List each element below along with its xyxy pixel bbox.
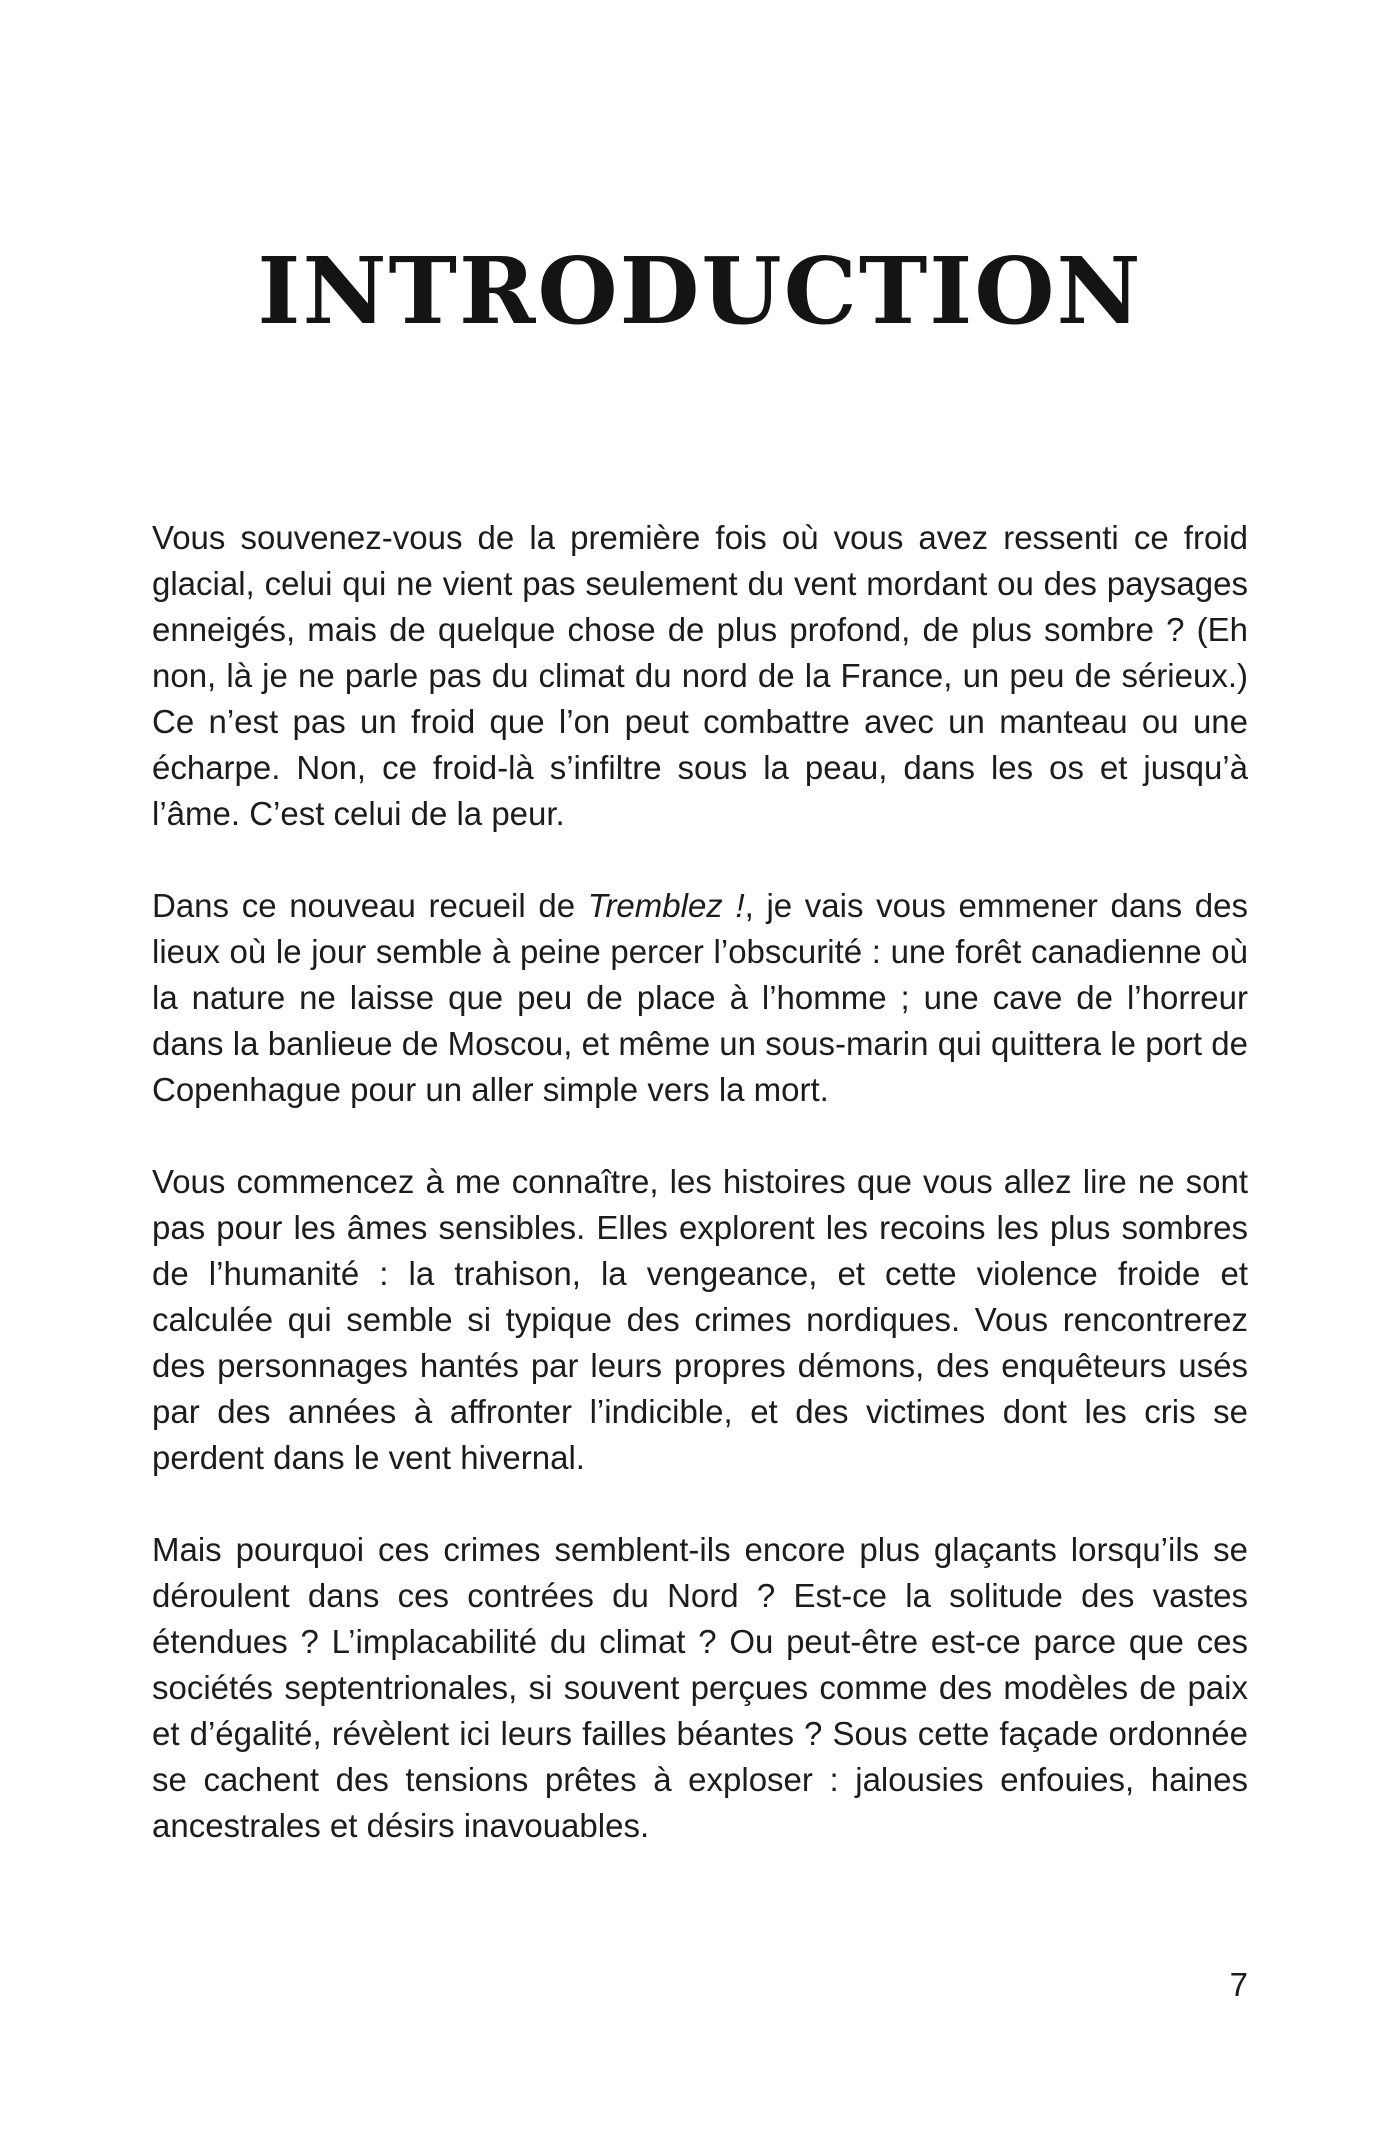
paragraph-2-before: Dans ce nouveau recueil de <box>152 887 588 924</box>
book-title-italic: Tremblez ! <box>587 887 745 924</box>
chapter-title: INTRODUCTION <box>257 237 1143 345</box>
chapter-body <box>152 515 1248 1849</box>
paragraph-3: Vous commencez à me connaître, les histoires que vous allez lire ne sont pas pour les âmes sensibles. Elles explorent les recoins les plus sombres de l’humanité : la trahison, la vengeance, et cette violence froide et calculée qui semble si typique des crimes nordiques. Vous rencontrerez des personnages hantés par leurs propres démons, des enquêteurs usés par des années à affronter l’indicible, et des victimes dont les cris se perdent dans le vent hivernal. <box>152 1163 1248 1476</box>
page-number: 7 <box>1229 1966 1248 2003</box>
paragraph-2 <box>152 883 1248 1113</box>
paragraph-2-after: , je vais vous emmener dans des lieux où le jour semble à peine percer l’obscurité : une forêt canadienne où la nature ne laisse que peu de place à l’homme ; une cave de l’horreur dans la banlieue de Moscou, et même un sous-marin qui quittera le port de Copenhague pour un aller simple vers la mort. <box>152 887 1248 1108</box>
paragraph-4: Mais pourquoi ces crimes semblent-ils encore plus glaçants lorsqu’ils se déroulent dans ces contrées du Nord ? Est-ce la solitude des vastes étendues ? L’implacabilité du climat ? Ou peut-être est-ce parce que ces sociétés septentrionales, si souvent perçues comme des modèles de paix et d’égalité, révèlent ici leurs failles béantes ? Sous cette façade ordonnée se cachent des tensions prêtes à exploser : jalousies enfouies, haines ancestrales et désirs inavouables. <box>152 1531 1248 1844</box>
paragraph-1: Vous souvenez-vous de la première fois où vous avez ressenti ce froid glacial, celui qui ne vient pas seulement du vent mordant ou des paysages enneigés, mais de quelque chose de plus profond, de plus sombre ? (Eh non, là je ne parle pas du climat du nord de la France, un peu de sérieux.) Ce n’est pas un froid que l’on peut combattre avec un manteau ou une écharpe. Non, ce froid-là s’infiltre sous la peau, dans les os et jusqu’à l’âme. C’est celui de la peur. <box>152 519 1248 832</box>
